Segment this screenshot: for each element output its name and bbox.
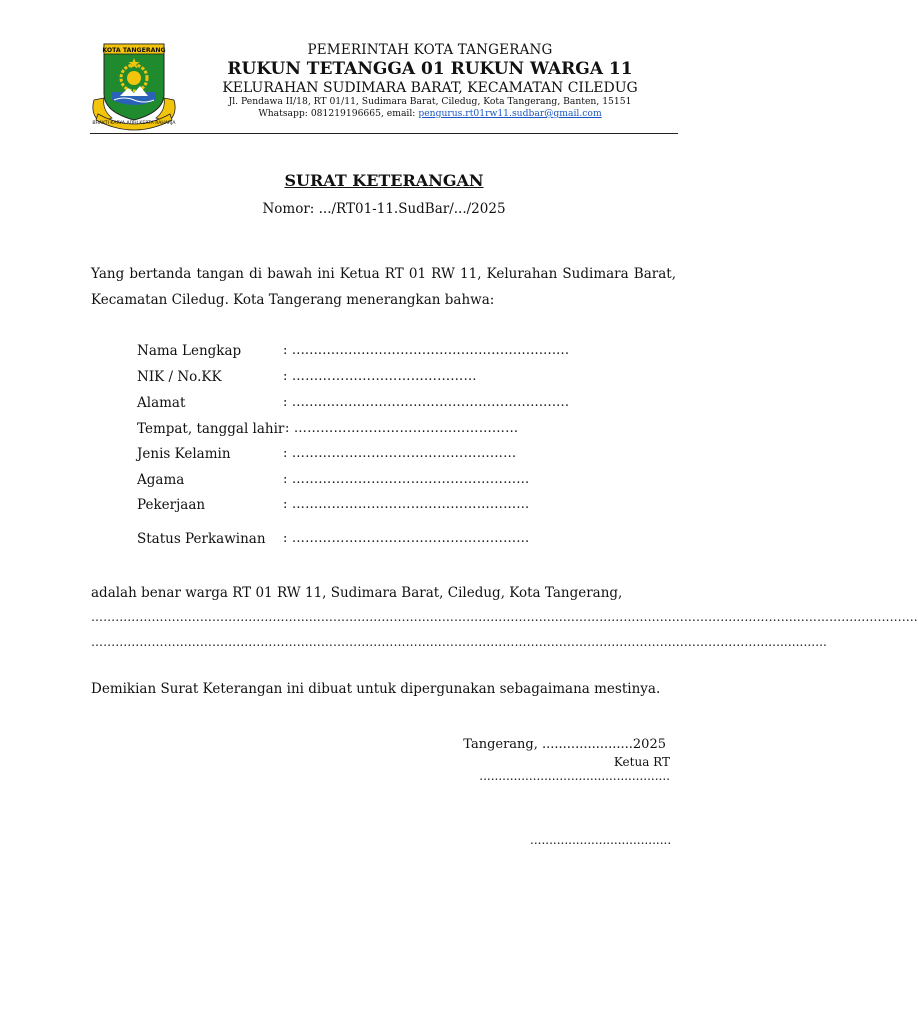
document-number: Nomor: .../RT01-11.SudBar/.../2025 bbox=[262, 201, 506, 217]
email-link[interactable]: pengurus.rt01rw11.sudbar@gmail.com bbox=[418, 108, 602, 119]
field-value-pekerjaan: : ……………………………………………… bbox=[283, 497, 530, 512]
letterhead-kelurahan: KELURAHAN SUDIMARA BARAT, KECAMATAN CILEDUG bbox=[222, 80, 638, 96]
intro-paragraph: Yang bertanda tangan di bawah ini Ketua RT 01 RW 11, Kelurahan Sudimara Barat, Kecamatan Ciledug. Kota Tangerang menerangkan bahwa: bbox=[91, 266, 676, 308]
letterhead-address: Jl. Pendawa II/18, RT 01/11, Sudimara Barat, Ciledug, Kota Tangerang, Banten, 15151 bbox=[228, 96, 632, 107]
field-label-ttl: Tempat, tanggal lahir bbox=[137, 421, 285, 437]
field-label-status: Status Perkawinan bbox=[137, 531, 266, 547]
field-value-alamat: : ................................................................ bbox=[283, 395, 570, 410]
field-label-nama: Nama Lengkap bbox=[137, 343, 242, 359]
statement-text: adalah benar warga RT 01 RW 11, Sudimara Barat, Ciledug, Kota Tangerang, bbox=[91, 585, 623, 601]
field-label-jenis-kelamin: Jenis Kelamin bbox=[137, 446, 231, 462]
ketua-rt-label: Ketua RT .................................................. bbox=[479, 755, 670, 783]
svg-text:KOTA TANGERANG: KOTA TANGERANG bbox=[102, 47, 166, 54]
field-value-ttl: : …………………………………………… bbox=[285, 421, 519, 436]
field-label-nik: NIK / No.KK bbox=[137, 369, 222, 385]
statement-dotted-line-1: ……………………………………………………………………………………………………………………………………………………………………………………. bbox=[91, 610, 918, 624]
field-value-nama: : ................................................................ bbox=[283, 343, 570, 358]
document-title: SURAT KETERANGAN bbox=[284, 171, 484, 190]
letterhead-contact bbox=[180, 108, 680, 119]
field-value-jenis-kelamin: : …………………………………………… bbox=[283, 446, 517, 461]
letterhead-government: PEMERINTAH KOTA TANGERANG bbox=[307, 42, 553, 58]
signature-name-line: ..................................... bbox=[530, 833, 672, 847]
statement-dotted-line-2: ………………………………………………………………………………………………………………………………………………….................. bbox=[91, 635, 827, 649]
letterhead-rt-rw: RUKUN TETANGGA 01 RUKUN WARGA 11 bbox=[227, 59, 633, 79]
field-value-status: : ……………………………………………… bbox=[283, 531, 530, 546]
letterhead-divider bbox=[90, 133, 678, 134]
contact-whatsapp: Whatsapp: 081219196665, email: bbox=[258, 108, 419, 119]
field-value-nik: : …………………………………… bbox=[283, 369, 477, 384]
logo-motto: BHAKTI KARYA ADHI KERTA RAHARJA bbox=[92, 121, 176, 126]
field-value-agama: : ……………………………………………… bbox=[283, 472, 530, 487]
field-label-pekerjaan: Pekerjaan bbox=[137, 497, 206, 513]
closing-paragraph: Demikian Surat Keterangan ini dibuat untuk dipergunakan sebagaimana mestinya. bbox=[91, 681, 661, 697]
place-date: Tangerang, ......................2025 bbox=[463, 737, 666, 752]
kota-tangerang-emblem bbox=[90, 40, 178, 130]
field-label-alamat: Alamat bbox=[137, 395, 186, 411]
field-label-agama: Agama bbox=[137, 472, 185, 488]
